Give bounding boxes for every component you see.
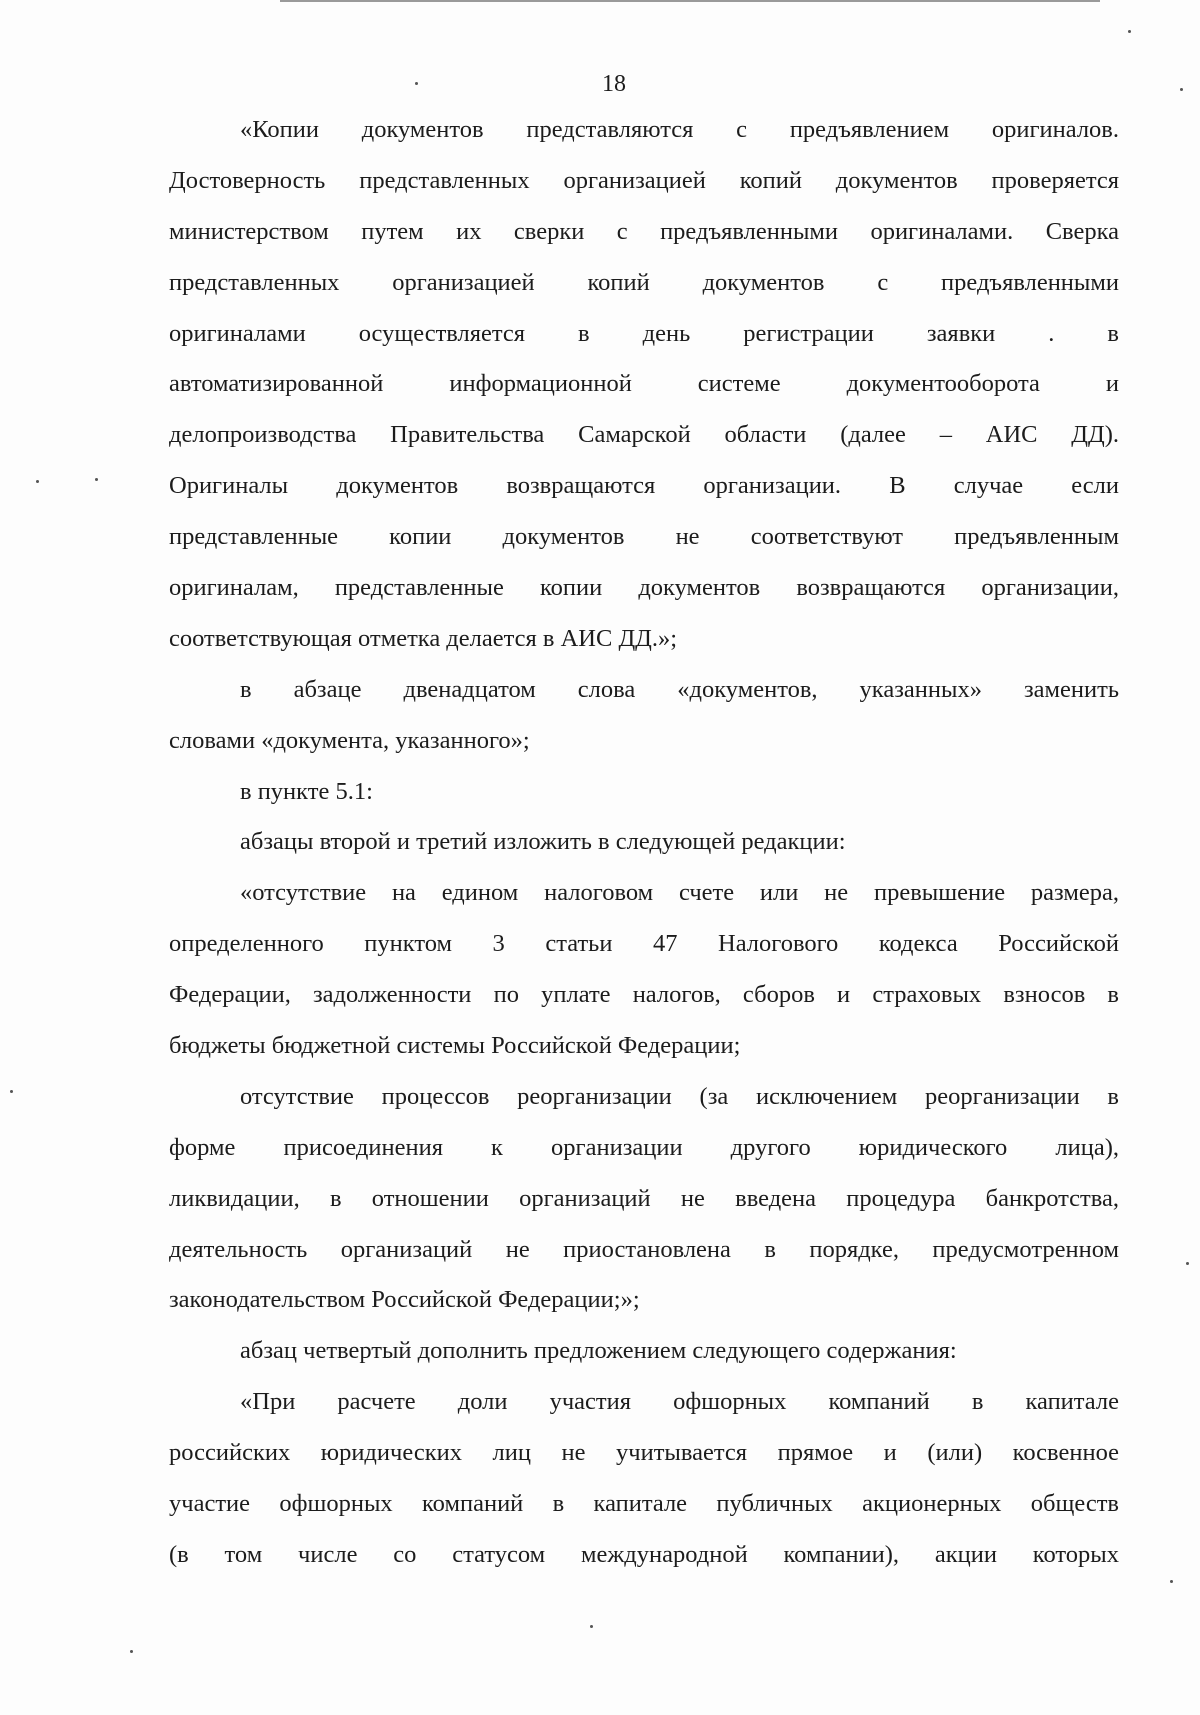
text-line: оригиналами осуществляется в день регистрации заявки . в [169, 319, 1119, 347]
text-line: Оригиналы документов возвращаются организации. В случае если [169, 472, 1119, 500]
text-line: российских юридических лиц не учитывается прямое и (или) косвенное [169, 1439, 1119, 1467]
text-line: участие офшорных компаний в капитале публичных акционерных обществ [169, 1490, 1119, 1518]
text-line: соответствующая отметка делается в АИС ДД.»; [169, 624, 678, 652]
scan-speck [36, 480, 39, 483]
scan-speck [590, 1625, 593, 1628]
text-line: деятельность организаций не приостановлена в порядке, предусмотренном [169, 1235, 1119, 1263]
page-number: 18 [602, 71, 626, 97]
text-line: форме присоединения к организации другого юридического лица), [169, 1133, 1119, 1161]
text-line: бюджеты бюджетной системы Российской Федерации; [169, 1032, 741, 1060]
text-line: «отсутствие на едином налоговом счете или не превышение размера, [240, 879, 1119, 907]
scan-speck [1128, 30, 1131, 33]
text-line: министерством путем их сверки с предъявленными оригиналами. Сверка [169, 217, 1119, 245]
text-line: оригиналам, представленные копии документов возвращаются организации, [169, 574, 1119, 602]
text-line: абзацы второй и третий изложить в следующей редакции: [240, 828, 846, 856]
text-line: «При расчете доли участия офшорных компаний в капитале [240, 1388, 1119, 1416]
text-line: Достоверность представленных организацией копий документов проверяется [169, 166, 1119, 194]
scan-speck [10, 1090, 13, 1093]
text-line: «Копии документов представляются с предъявлением оригиналов. [240, 116, 1119, 143]
scan-top-edge [280, 0, 1100, 2]
text-line: законодательством Российской Федерации;»; [169, 1286, 640, 1314]
scan-speck [1180, 88, 1183, 91]
text-line: словами «документа, указанного»; [169, 726, 530, 754]
text-line: автоматизированной информационной системе документооборота и [169, 370, 1119, 398]
scan-speck [95, 478, 98, 481]
scan-speck [415, 82, 418, 85]
scan-speck [1186, 1262, 1189, 1265]
text-line: (в том числе со статусом международной компании), акции которых [169, 1540, 1119, 1568]
text-line: ликвидации, в отношении организаций не введена процедура банкротства, [169, 1184, 1119, 1212]
document-body [169, 105, 1119, 1581]
scan-speck [1170, 1580, 1173, 1583]
text-line: в пункте 5.1: [240, 777, 373, 805]
text-line: представленных организацией копий документов с предъявленными [169, 268, 1119, 296]
text-line: абзац четвертый дополнить предложением следующего содержания: [240, 1337, 957, 1365]
scan-speck [130, 1650, 133, 1653]
text-line: в абзаце двенадцатом слова «документов, указанных» заменить [240, 675, 1119, 703]
text-line: представленные копии документов не соответствуют предъявленным [169, 523, 1119, 551]
text-line: отсутствие процессов реорганизации (за исключением реорганизации в [240, 1082, 1119, 1110]
text-line: делопроизводства Правительства Самарской области (далее – АИС ДД). [169, 421, 1119, 449]
text-line: определенного пунктом 3 статьи 47 Налогового кодекса Российской [169, 930, 1119, 958]
text-line: Федерации, задолженности по уплате налогов, сборов и страховых взносов в [169, 981, 1119, 1009]
